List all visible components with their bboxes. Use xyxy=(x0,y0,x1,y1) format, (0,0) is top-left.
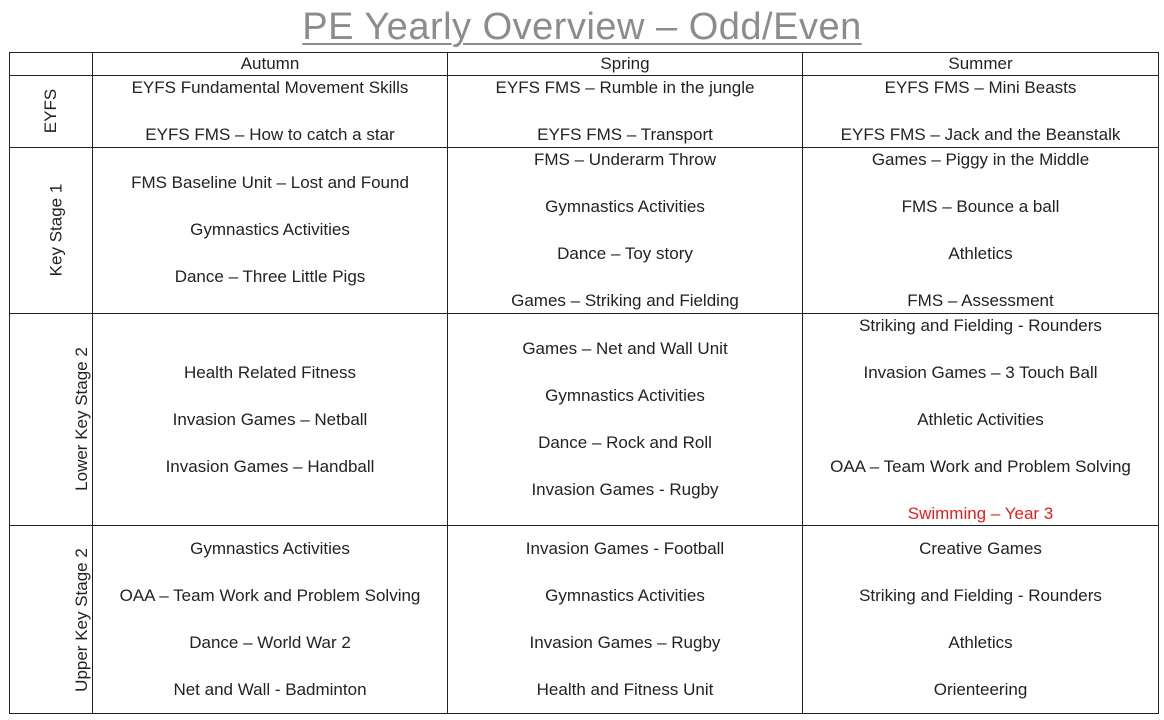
unit-item: Gymnastics Activities xyxy=(545,386,705,405)
unit-item: OAA – Team Work and Problem Solving xyxy=(119,586,421,606)
header-stage xyxy=(10,53,93,76)
unit-item: Health Related Fitness xyxy=(184,362,356,382)
autumn-cell xyxy=(93,147,448,313)
stage-cell xyxy=(10,526,93,714)
table-header-row xyxy=(10,53,1159,76)
unit-item: Gymnastics Activities xyxy=(545,196,705,216)
table-row-eyfs xyxy=(10,76,1159,148)
unit-item: EYFS FMS – Transport xyxy=(537,125,713,144)
stage-label: Key Stage 1 xyxy=(46,183,66,277)
spring-cell xyxy=(448,147,803,313)
stage-cell xyxy=(10,76,93,148)
unit-item: Striking and Fielding - Rounders xyxy=(859,315,1102,335)
unit-item: Invasion Games – Rugby xyxy=(529,633,721,653)
autumn-cell xyxy=(93,76,448,148)
unit-item: Games – Net and Wall Unit xyxy=(522,339,728,358)
unit-item: FMS – Underarm Throw xyxy=(533,149,716,169)
page-title: PE Yearly Overview – Odd/Even xyxy=(302,6,862,48)
unit-item: Invasion Games – 3 Touch Ball xyxy=(863,362,1098,382)
unit-item: EYFS FMS – Jack and the Beanstalk xyxy=(840,125,1121,144)
unit-item: Dance – Toy story xyxy=(557,243,693,263)
unit-item: Gymnastics Activities xyxy=(545,586,705,606)
unit-item: Striking and Fielding - Rounders xyxy=(859,586,1102,606)
stage-label: Lower Key Stage 2 xyxy=(71,347,91,492)
unit-item: Athletics xyxy=(948,633,1013,653)
stage-cell xyxy=(10,313,93,526)
unit-item: EYFS FMS – How to catch a star xyxy=(145,125,395,144)
header-autumn: Autumn xyxy=(93,53,448,76)
unit-item: Invasion Games – Netball xyxy=(172,409,368,429)
unit-item: Gymnastics Activities xyxy=(190,220,350,240)
autumn-cell xyxy=(93,526,448,714)
swimming-highlight: Swimming – Year 3 xyxy=(907,503,1054,523)
unit-item: EYFS FMS – Mini Beasts xyxy=(884,78,1077,97)
unit-item: Invasion Games - Rugby xyxy=(531,480,719,499)
unit-item: Gymnastics Activities xyxy=(190,539,350,559)
table-row-upper-key-stage-2 xyxy=(10,526,1159,714)
spring-cell xyxy=(448,313,803,526)
unit-item: EYFS FMS – Rumble in the jungle xyxy=(495,78,755,97)
unit-item: Athletic Activities xyxy=(917,409,1044,429)
unit-item: FMS – Assessment xyxy=(907,290,1054,310)
unit-item: Orienteering xyxy=(933,680,1028,700)
summer-cell xyxy=(803,147,1159,313)
unit-item: Invasion Games – Handball xyxy=(165,456,375,476)
unit-item: Health and Fitness Unit xyxy=(536,680,714,700)
autumn-cell xyxy=(93,313,448,526)
unit-item: Dance – Rock and Roll xyxy=(538,433,712,452)
header-spring: Spring xyxy=(448,53,803,76)
stage-label: EYFS xyxy=(41,89,60,134)
unit-item: FMS – Bounce a ball xyxy=(901,196,1060,216)
stage-label: Upper Key Stage 2 xyxy=(71,547,91,692)
stage-cell xyxy=(10,147,93,313)
spring-cell xyxy=(448,76,803,148)
unit-item: Net and Wall - Badminton xyxy=(173,680,367,700)
header-summer: Summer xyxy=(803,53,1159,76)
unit-item: Creative Games xyxy=(919,539,1042,559)
unit-item: EYFS Fundamental Movement Skills xyxy=(131,78,409,97)
unit-item: Games – Piggy in the Middle xyxy=(871,149,1090,169)
unit-item: Invasion Games - Football xyxy=(525,539,725,559)
unit-item: FMS Baseline Unit – Lost and Found xyxy=(131,173,409,193)
unit-item: Athletics xyxy=(948,243,1013,263)
pe-overview-table xyxy=(9,52,1159,714)
unit-item: OAA – Team Work and Problem Solving xyxy=(830,456,1131,476)
spring-cell xyxy=(448,526,803,714)
summer-cell xyxy=(803,526,1159,714)
unit-item: Dance – World War 2 xyxy=(189,633,351,653)
summer-cell xyxy=(803,76,1159,148)
summer-cell xyxy=(803,313,1159,526)
unit-item: Dance – Three Little Pigs xyxy=(174,267,366,287)
table-row-key-stage-1 xyxy=(10,147,1159,313)
unit-item: Games – Striking and Fielding xyxy=(511,290,739,310)
table-row-lower-key-stage-2 xyxy=(10,313,1159,526)
